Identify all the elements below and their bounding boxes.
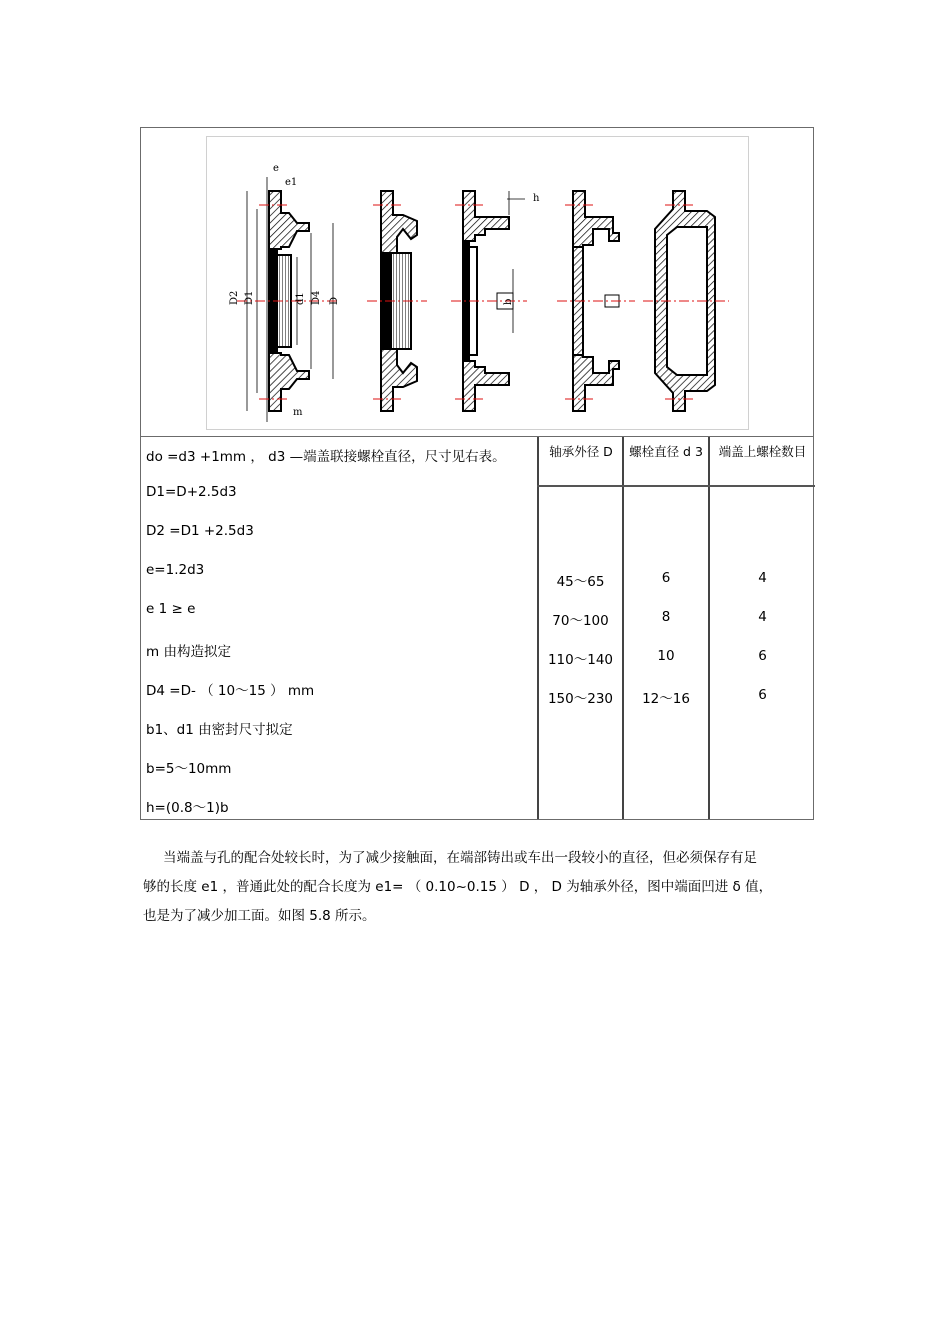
table-header: 轴承外径 D — [549, 444, 613, 459]
table-header-rule — [537, 485, 815, 487]
lower-section — [141, 437, 813, 819]
dim-label: m — [293, 407, 303, 418]
dim-label: b — [503, 298, 514, 305]
formula-line: e 1 ≥ e — [146, 601, 196, 617]
dim-label: e — [273, 163, 279, 174]
body-paragraph-line: 也是为了减少加工面。如图 5.8 所示。 — [143, 908, 376, 924]
section-4-upper — [573, 191, 619, 247]
formula-line: m 由构造拟定 — [146, 644, 231, 660]
table-cell: 10 — [657, 648, 675, 664]
end-cover-drawing — [206, 136, 749, 430]
table-cell: 110～140 — [547, 652, 614, 668]
formula-line: h=(0.8～1)b — [146, 800, 229, 816]
end-cover-sections-svg — [207, 137, 750, 431]
table-cell: 6 — [758, 687, 767, 703]
dim-label: e1 — [285, 177, 298, 188]
formula-line: D4 =D- （ 10～15 ） mm — [146, 683, 315, 699]
section-2-lower — [381, 349, 417, 411]
table-cell: 6 — [758, 648, 767, 664]
table-cell: 4 — [758, 570, 767, 586]
table-cell: 12～16 — [642, 691, 690, 707]
table-header: 螺栓直径 d 3 — [629, 444, 703, 459]
formula-line: do =d3 +1mm ， d3 —端盖联接螺栓直径，尺寸见右表。 — [146, 449, 506, 465]
table-header: 端盖上螺栓数目 — [718, 444, 807, 459]
table-cell: 8 — [661, 609, 671, 625]
figure-area — [141, 128, 813, 437]
dim-label: D — [329, 296, 340, 305]
table-divider — [622, 437, 624, 819]
formula-line: e=1.2d3 — [146, 562, 205, 578]
formula-line: b=5～10mm — [146, 761, 232, 777]
dim-label: D2 — [229, 290, 240, 305]
table-cell: 150～230 — [547, 691, 614, 707]
dim-label: D1 — [244, 290, 255, 305]
section-3-upper — [463, 191, 509, 241]
dim-label: h — [533, 193, 540, 204]
formula-list — [141, 437, 536, 819]
table-cell: 6 — [661, 570, 671, 586]
section-4-lower — [573, 355, 619, 411]
formula-line: b1、d1 由密封尺寸拟定 — [146, 722, 293, 738]
bolt-table — [537, 437, 815, 819]
body-paragraph-line: 当端盖与孔的配合处较长时，为了减少接触面，在端部铸出或车出一段较小的直径，但必须保存有足 — [163, 850, 757, 866]
table-cell: 70～100 — [552, 613, 609, 629]
formula-line: D1=D+2.5d3 — [146, 484, 237, 500]
body-paragraph-line: 够的长度 e1 ，普通此处的配合长度为 e1= （ 0.10~0.15 ） D ， D 为轴承外径，图中端面凹进 δ 值， — [143, 879, 773, 895]
dim-label: d1 — [295, 292, 306, 305]
table-cell: 4 — [758, 609, 767, 625]
figure-table-frame — [140, 127, 814, 820]
section-2-upper — [381, 191, 417, 253]
dim-label: D4 — [311, 290, 322, 305]
table-cell: 45～65 — [556, 574, 605, 590]
section-3-lower — [463, 361, 509, 411]
table-divider — [708, 437, 710, 819]
formula-line: D2 =D1 +2.5d3 — [146, 523, 254, 539]
